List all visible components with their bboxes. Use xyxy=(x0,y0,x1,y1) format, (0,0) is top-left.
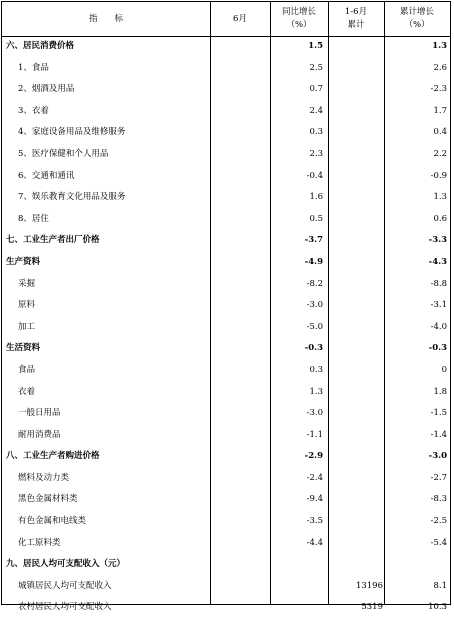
row-yoy: -3.5 xyxy=(306,516,323,527)
table-row xyxy=(2,274,450,296)
row-ytd xyxy=(329,209,383,231)
row-yoy: -2.9 xyxy=(304,451,323,462)
row-ytd xyxy=(329,403,383,425)
row-yoy xyxy=(211,554,323,576)
row-yoy xyxy=(211,576,323,598)
table-row xyxy=(2,468,450,490)
row-ytd xyxy=(329,382,383,404)
row-label: 2、烟酒及用品 xyxy=(18,84,75,95)
header-indicator: 指 标 xyxy=(88,13,123,24)
row-ytd xyxy=(329,122,383,144)
row-label: 生产资料 xyxy=(6,256,41,267)
row-yoy: -3.0 xyxy=(306,300,323,311)
table-row xyxy=(2,36,450,58)
table-row xyxy=(2,403,450,425)
row-label: 燃料及动力类 xyxy=(18,472,70,483)
table-row xyxy=(2,317,450,339)
row-label: 六、居民消费价格 xyxy=(6,41,75,51)
row-yoy: 2.4 xyxy=(309,105,323,116)
row-label: 加工 xyxy=(18,321,36,332)
row-label: 原料 xyxy=(18,300,36,311)
row-cum: 1.3 xyxy=(433,192,447,203)
row-yoy: 0.5 xyxy=(309,213,323,224)
row-label: 生活资料 xyxy=(6,343,41,354)
row-label: 4、家庭设备用品及维修服务 xyxy=(18,127,126,138)
row-yoy: 0.3 xyxy=(309,127,323,138)
row-ytd xyxy=(329,511,383,533)
row-ytd xyxy=(329,317,383,339)
row-cum: -0.3 xyxy=(428,343,447,354)
row-cum: -8.3 xyxy=(430,494,447,505)
row-yoy: 0.7 xyxy=(309,84,323,95)
table-row xyxy=(2,58,450,80)
row-ytd xyxy=(329,295,383,317)
header-cum: 累计增长 （%） xyxy=(399,7,434,30)
row-label: 化工原料类 xyxy=(18,537,61,548)
row-cum: -5.4 xyxy=(430,537,447,548)
row-ytd xyxy=(329,338,383,360)
row-label: 九、居民人均可支配收入（元） xyxy=(6,559,126,570)
table-row xyxy=(2,576,450,598)
row-label: 城镇居民人均可支配收入 xyxy=(18,580,112,591)
table-row xyxy=(2,79,450,101)
row-yoy: -9.4 xyxy=(306,494,323,505)
row-ytd xyxy=(329,554,383,576)
table-row xyxy=(2,489,450,511)
row-cum: -3.0 xyxy=(428,451,447,462)
row-cum: -3.1 xyxy=(430,300,447,311)
row-cum: 0.4 xyxy=(433,127,447,138)
row-label: 1、食品 xyxy=(18,62,49,73)
row-yoy: 1.6 xyxy=(309,192,323,203)
row-yoy: -3.0 xyxy=(306,408,323,419)
row-ytd xyxy=(329,144,383,166)
table-row xyxy=(2,230,450,252)
table-row xyxy=(2,166,450,188)
row-ytd xyxy=(329,468,383,490)
row-cum: 8.1 xyxy=(433,580,447,591)
row-cum: -1.4 xyxy=(430,429,447,440)
row-ytd xyxy=(329,425,383,447)
table-header xyxy=(2,2,450,37)
row-ytd xyxy=(329,36,383,58)
table-row xyxy=(2,554,450,576)
table-row xyxy=(2,382,450,404)
row-cum: 0.6 xyxy=(433,213,447,224)
table-row xyxy=(2,187,450,209)
row-yoy: -2.4 xyxy=(306,472,323,483)
row-label: 七、工业生产者出厂价格 xyxy=(6,235,100,246)
row-label: 3、衣着 xyxy=(18,105,49,116)
row-yoy: 1.3 xyxy=(309,386,323,397)
row-label: 衣着 xyxy=(18,386,36,397)
row-label: 农村居民人均可支配收入 xyxy=(18,602,112,613)
row-yoy: -4.9 xyxy=(304,256,323,267)
table-body xyxy=(2,36,450,619)
row-label: 7、娱乐教育文化用品及服务 xyxy=(18,192,126,203)
row-cum: 1.7 xyxy=(433,105,447,116)
row-ytd xyxy=(329,166,383,188)
row-cum: -4.0 xyxy=(430,321,447,332)
row-cum: -4.3 xyxy=(428,256,447,267)
row-ytd xyxy=(329,187,383,209)
row-ytd xyxy=(329,533,383,555)
row-yoy: 1.5 xyxy=(308,41,323,51)
row-yoy: -0.3 xyxy=(304,343,323,354)
row-cum xyxy=(385,554,447,576)
table-row xyxy=(2,144,450,166)
row-yoy: 2.3 xyxy=(309,148,323,159)
table-row xyxy=(2,511,450,533)
row-ytd xyxy=(329,360,383,382)
row-yoy: -5.0 xyxy=(306,321,323,332)
row-label: 5、医疗保健和个人用品 xyxy=(18,148,109,159)
row-label: 一般日用品 xyxy=(18,408,61,419)
statistics-table xyxy=(1,1,451,613)
row-label: 6、交通和通讯 xyxy=(18,170,75,181)
row-ytd xyxy=(329,101,383,123)
row-ytd xyxy=(329,446,383,468)
row-cum: -2.3 xyxy=(430,84,447,95)
row-label: 黑色金属材料类 xyxy=(18,494,78,505)
row-cum: 2.2 xyxy=(433,148,447,159)
row-yoy: -4.4 xyxy=(306,537,323,548)
row-ytd xyxy=(329,230,383,252)
table-row xyxy=(2,252,450,274)
row-cum: 10.3 xyxy=(428,602,447,613)
row-cum: -2.5 xyxy=(430,516,447,527)
row-cum: 1.3 xyxy=(432,41,447,51)
row-ytd xyxy=(329,252,383,274)
row-cum: 2.6 xyxy=(433,62,447,73)
row-yoy: 2.5 xyxy=(309,62,323,73)
row-ytd: 5319 xyxy=(361,602,383,613)
row-label: 食品 xyxy=(18,364,36,375)
row-cum: 0 xyxy=(441,364,447,375)
row-cum: -0.9 xyxy=(430,170,447,181)
row-cum: -8.8 xyxy=(430,278,447,289)
row-label: 采掘 xyxy=(18,278,36,289)
row-yoy: -0.4 xyxy=(306,170,323,181)
row-ytd xyxy=(329,58,383,80)
table-row xyxy=(2,101,450,123)
row-ytd: 13196 xyxy=(355,580,383,591)
table-row xyxy=(2,425,450,447)
row-cum: 1.8 xyxy=(433,386,447,397)
table-row xyxy=(2,295,450,317)
row-cum: -3.3 xyxy=(428,235,447,246)
table-row xyxy=(2,209,450,231)
row-yoy: -3.7 xyxy=(304,235,323,246)
table-row xyxy=(2,360,450,382)
row-yoy: 0.3 xyxy=(309,364,323,375)
row-cum: -2.7 xyxy=(430,472,447,483)
row-yoy: -1.1 xyxy=(306,429,323,440)
row-label: 耐用消费品 xyxy=(18,429,61,440)
row-yoy: -8.2 xyxy=(306,278,323,289)
row-label: 8、居住 xyxy=(18,213,49,224)
row-label: 八、工业生产者购进价格 xyxy=(6,451,100,462)
row-yoy xyxy=(211,597,323,619)
row-label: 有色金属和电线类 xyxy=(18,516,87,527)
table-row xyxy=(2,533,450,555)
table-row xyxy=(2,446,450,468)
table-row xyxy=(2,122,450,144)
header-ytd: 1-6月 累计 xyxy=(344,7,368,30)
header-june: 6月 xyxy=(233,13,247,24)
table-row xyxy=(2,338,450,360)
row-ytd xyxy=(329,489,383,511)
header-yoy: 同比增长 （%） xyxy=(281,7,316,30)
table-row xyxy=(2,597,450,619)
row-ytd xyxy=(329,79,383,101)
row-cum: -1.5 xyxy=(430,408,447,419)
row-ytd xyxy=(329,274,383,296)
